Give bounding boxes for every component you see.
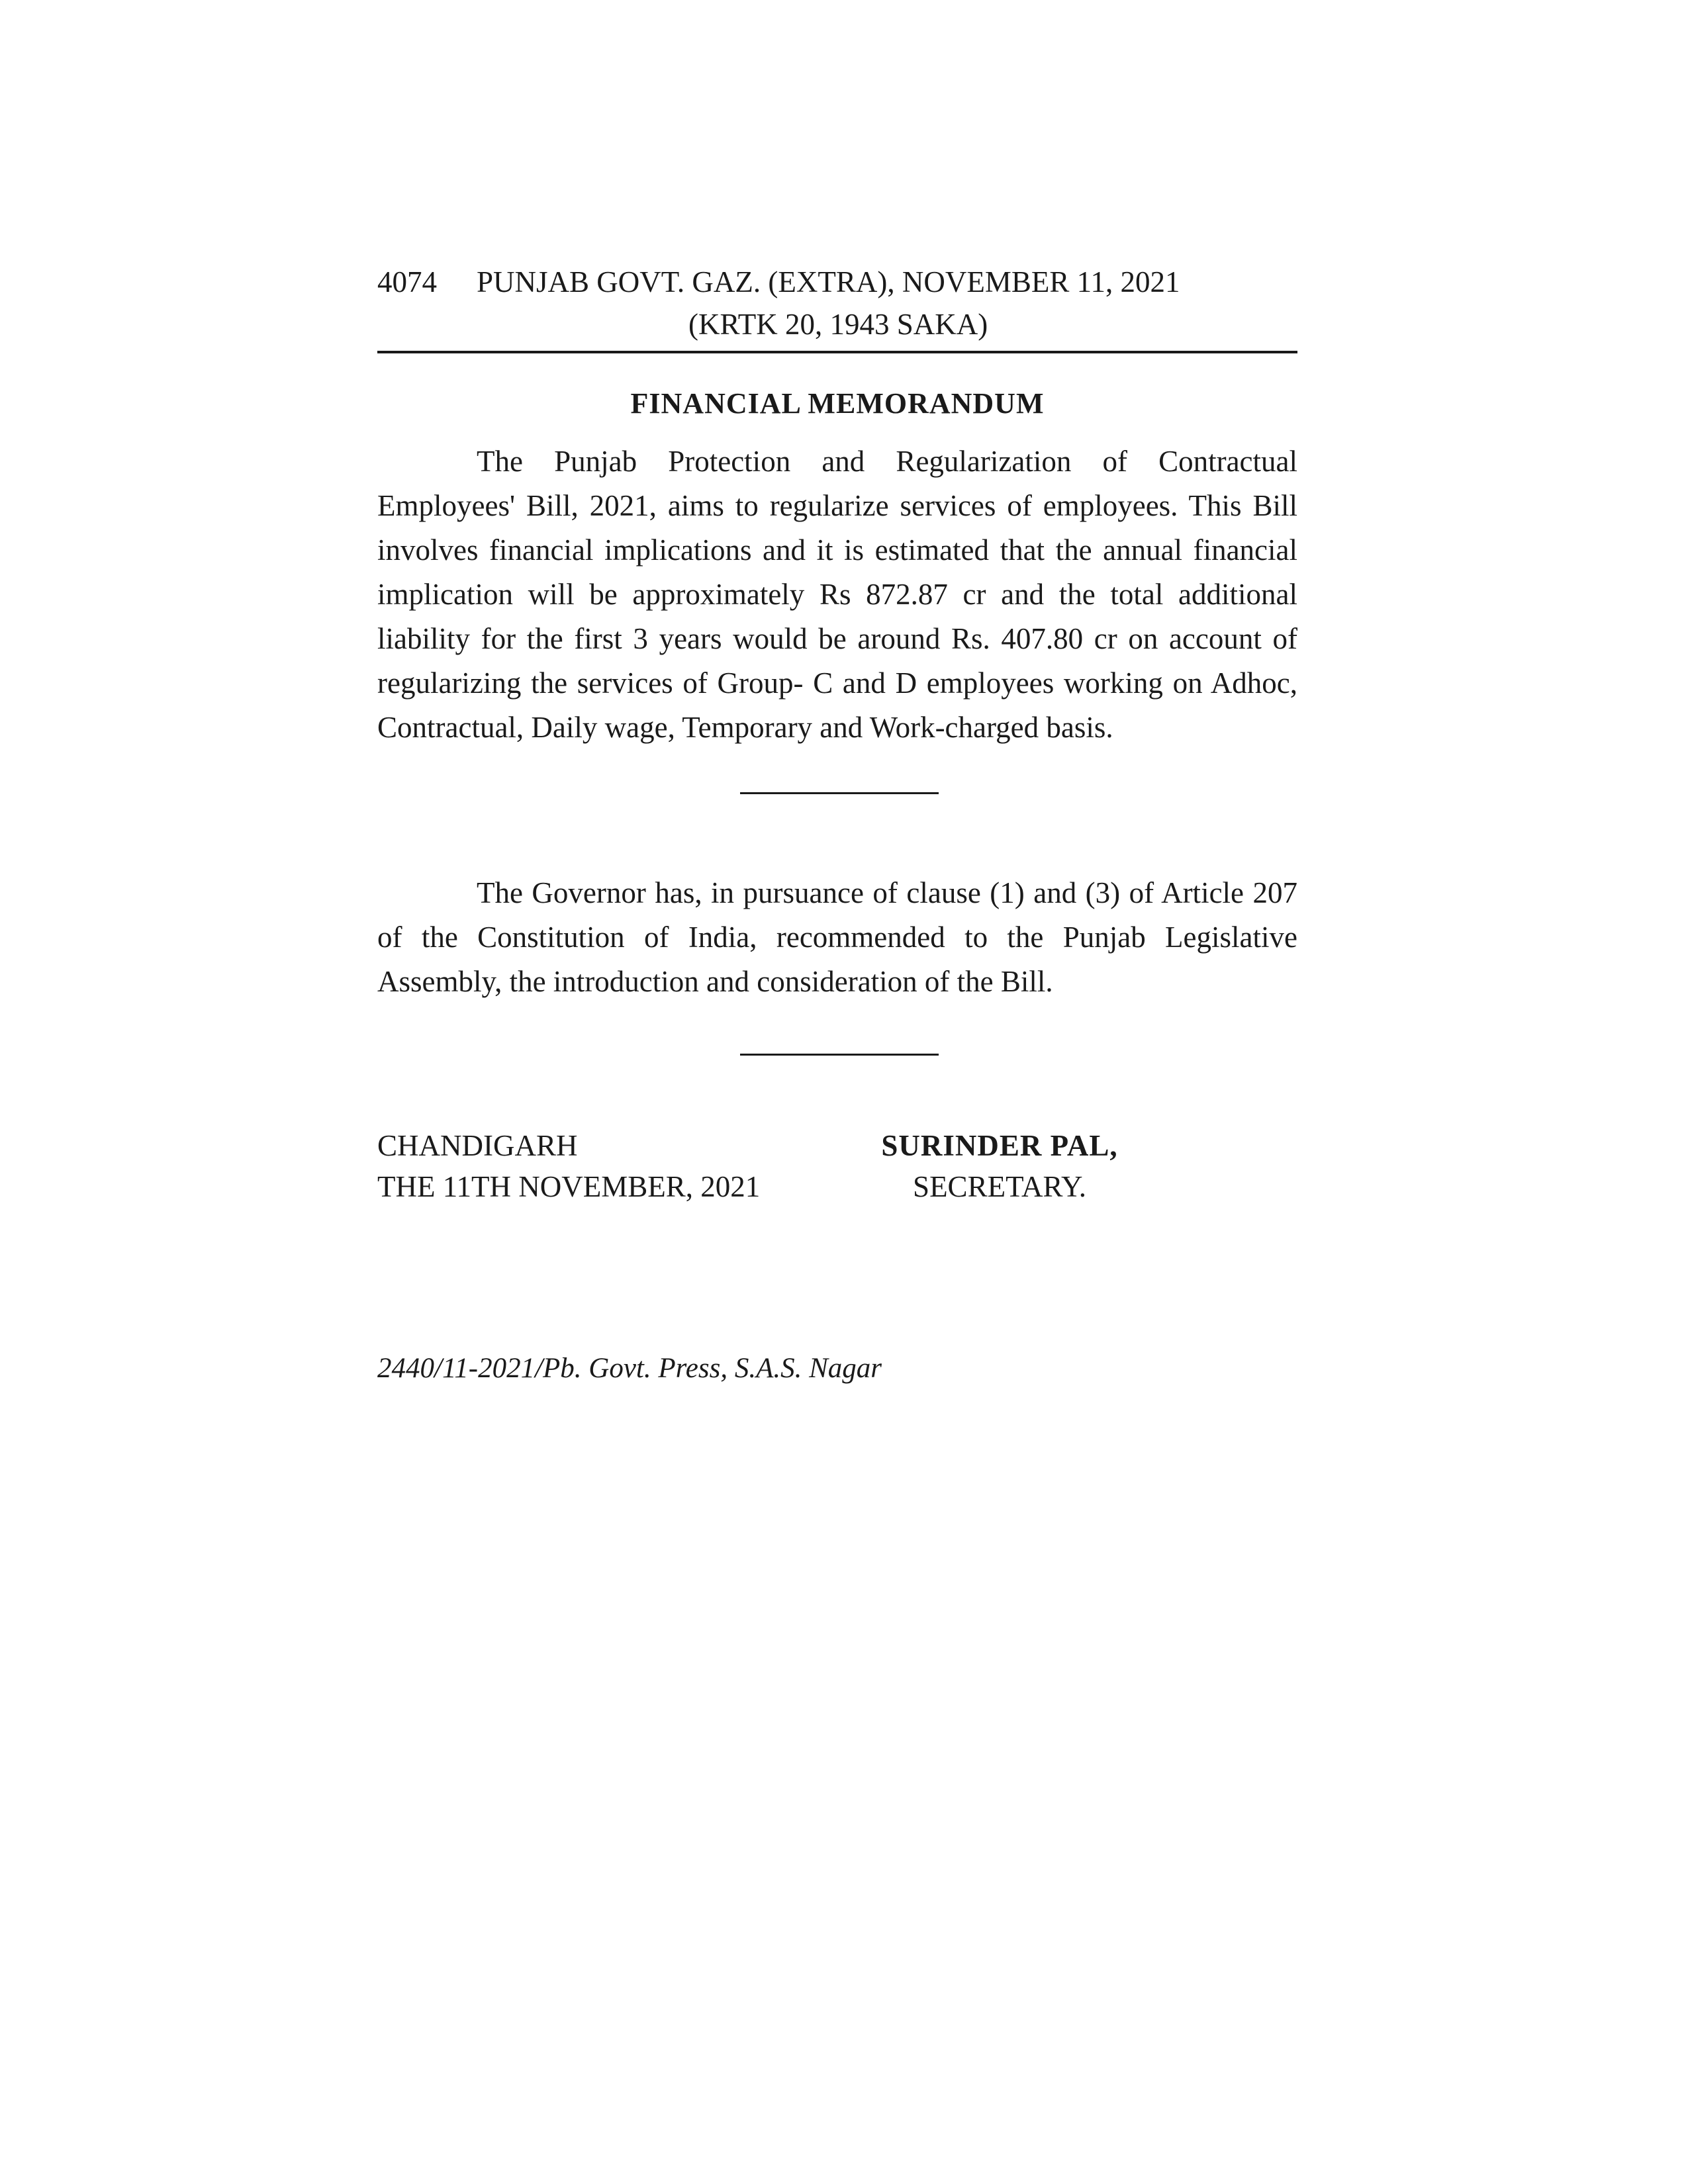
issue-date: THE 11TH NOVEMBER, 2021 bbox=[377, 1170, 761, 1203]
memorandum-paragraph: The Punjab Protection and Regularization of Contractual Employees' Bill, 2021, aims to regularize services of employees. This Bill involves financial implications and it is estimated that the annual financial implication will be approximately Rs 872.87 cr and the total additional liability for the first 3 years would be around Rs. 407.80 cr on account of regularizing the services of Group- C and D employees working on Adhoc, Contractual, Daily wage, Temporary and Work-charged basis. bbox=[377, 445, 1297, 744]
signatory-block bbox=[880, 1125, 1119, 1207]
gazette-title: PUNJAB GOVT. GAZ. (EXTRA), NOVEMBER 11, 2021 bbox=[477, 265, 1180, 298]
place: CHANDIGARH bbox=[377, 1129, 578, 1162]
section-divider bbox=[740, 1054, 939, 1056]
recommendation-paragraph: The Governor has, in pursuance of clause (1) and (3) of Article 207 of the Constitution of India, recommended to the Punjab Legislative Assembly, the introduction and consideration of the Bill. bbox=[377, 876, 1297, 998]
saka-date: (KRTK 20, 1943 SAKA) bbox=[688, 308, 988, 341]
signatory-designation: SECRETARY. bbox=[913, 1170, 1086, 1203]
place-date-block bbox=[377, 1125, 760, 1207]
signatory-name: SURINDER PAL, bbox=[881, 1129, 1118, 1162]
press-imprint: 2440/11-2021/Pb. Govt. Press, S.A.S. Nagar bbox=[377, 1353, 882, 1384]
header-rule bbox=[377, 351, 1297, 353]
section-title: FINANCIAL MEMORANDUM bbox=[630, 387, 1045, 420]
section-divider bbox=[740, 792, 939, 794]
gazette-header bbox=[377, 263, 1180, 300]
page-number: 4074 bbox=[377, 265, 437, 298]
